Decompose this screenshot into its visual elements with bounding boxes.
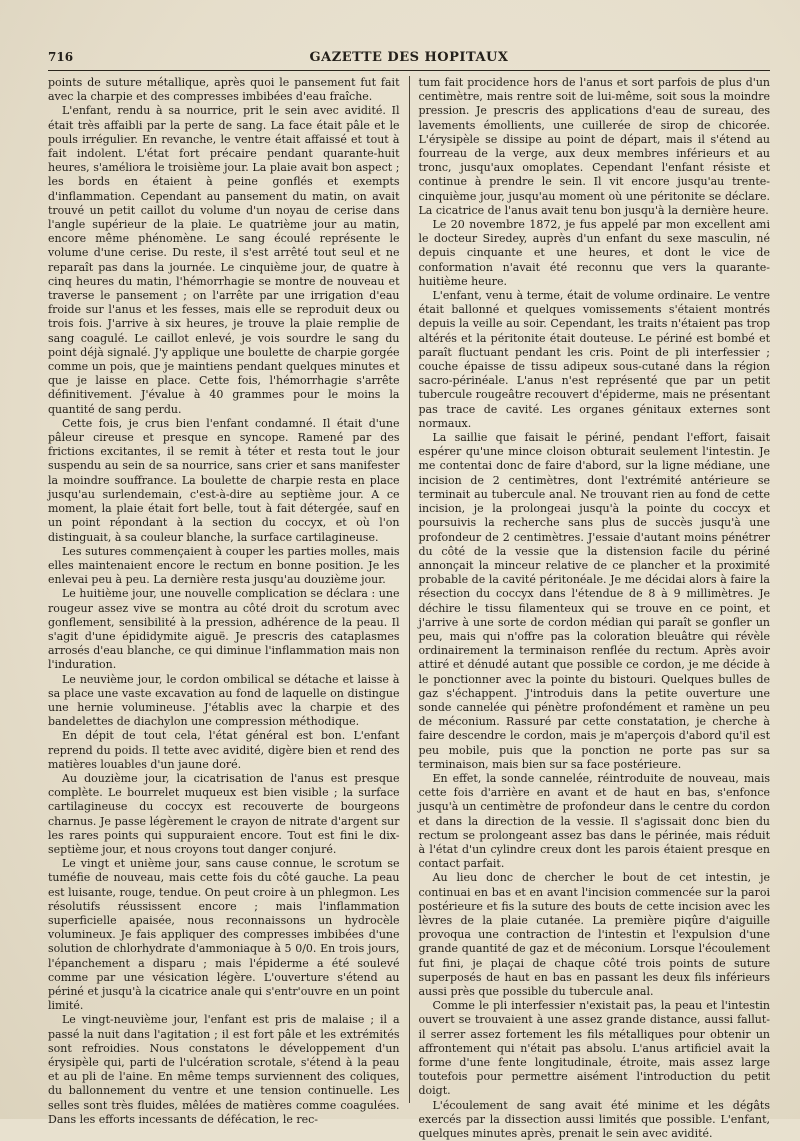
paragraph: L'enfant, rendu à sa nourrice, prit le sein avec avidité. Il était très affaibli par la perte de sang. La face était pâle et le pouls irrégulier. En revanche, le ventre était affaissé et tout à fait indolent. L'état fort précaire pendant quarante-huit heures, s'améliora le troisième jour. La plaie avait bon aspect ; les bords en étaient à peine gonflés et exempts d'inflammation. Cependant au pansement du matin, on avait trouvé un petit caillot du volume d'un noyau de cerise dans l'angle supérieur de la plaie. Le quatrième jour au matin, encore même phénomène. Le sang écoulé représente le volume d'une cerise. Du reste, il s'est arrêté tout seul et ne reparaît pas dans la journée. Le cinquième jour, de quatre à cinq heures du matin, l'hémorrhagie se montre de nouveau et traverse le pansement ; on l'arrête par une irrigation d'eau froide sur l'anus et les fesses, mais elle se reproduit deux ou trois fois. J'arrive à six heures, je trouve la plaie remplie de sang coagulé. Le caillot enlevé, je vois sourdre le sang du point déjà signalé. J'y applique une boulette de charpie gorgée comme un pois, que je maintiens pendant quelques minutes et que je laisse en place. Cette fois, l'hémorrhagie s'arrête définitivement. J'évalue à 40 grammes pour le moins la quantité de sang perdu. (48, 104, 400, 416)
paragraph: Cette fois, je crus bien l'enfant condamné. Il était d'une pâleur cireuse et presque en syncope. Ramené par des frictions excitantes, il se remit à téter et resta tout le jour suspendu au sein de sa nourrice, sans crier et sans manifester la moindre souffrance. La boulette de charpie resta en place jusqu'au surlendemain, c'est-à-dire au septième jour. A ce moment, la plaie était fort belle, tout à fait détergée, sauf en un point répondant à la section du coccyx, et où l'on distinguait, à sa couleur blanche, la surface cartilagineuse. (48, 416, 400, 544)
paragraph: Le 20 novembre 1872, je fus appelé par mon excellent ami le docteur Siredey, auprès d'un enfant du sexe masculin, né depuis cinquante et une heures, et dont le vice de conformation n'avait été reconnu que vers la quarante-huitième heure. (418, 218, 770, 288)
paragraph: L'écoulement de sang avait été minime et les dégâts exercés par la dissection aussi limités que possible. L'enfant, quelques minutes après, prenait le sein avec avidité. (418, 1098, 770, 1141)
paragraph: La saillie que faisait le périné, pendant l'effort, faisait espérer qu'une mince cloison obturait seulement l'intestin. Je me contentai donc de faire d'abord, sur la ligne médiane, une incision de 2 centimètres, dont l'extrémité antérieure se terminait au tubercule anal. Ne trouvant rien au fond de cette incision, je la prolongeai jusqu'à la pointe du coccyx et poursuivis la recherche sans plus de succès jusqu'à une profondeur de 2 centimètres. J'essaie d'autant moins pénétrer du côté de la vessie que la distension facile du périné annonçait la minceur relative de ce plancher et la proximité probable de la cavité péritonéale. Je me décidai alors à faire la résection du coccyx dans l'étendue de 8 à 9 millimètres. Je déchire le tissu filamenteux qui se trouve en ce point, et j'arrive à une sorte de cordon médian qui paraît se gonfler un peu, mais qui n'offre pas la coloration bleuâtre qui révèle ordinairement la terminaison renflée du rectum. Après avoir attiré et dénudé autant que possible ce cordon, je me décide à le ponctionner avec la pointe du bistouri. Quelques bulles de gaz s'échappent. J'introduis dans la petite ouverture une sonde cannelée qui pénètre profondément et ramène un peu de méconium. Rassuré par cette constatation, je cherche à faire descendre le cordon, mais je m'aperçois d'abord qu'il est peu mobile, puis que la ponction ne porte pas sur sa terminaison, mais bien sur sa face postérieure. (418, 431, 770, 771)
paragraph: Le huitième jour, une nouvelle complication se déclara : une rougeur assez vive se montra au côté droit du scrotum avec gonflement, sensibilité à la pression, adhérence de la peau. Il s'agit d'une épididymite aiguë. Je prescris des cataplasmes arrosés d'eau blanche, ce qui diminue l'inflammation mais non l'induration. (48, 587, 400, 672)
paragraph: En dépit de tout cela, l'état général est bon. L'enfant reprend du poids. Il tette avec avidité, digère bien et rend des matières louables d'un jaune doré. (48, 729, 400, 771)
paragraph: L'enfant, venu à terme, était de volume ordinaire. Le ventre était ballonné et quelques vomissements s'étaient montrés depuis la veille au soir. Cependant, les traits n'étaient pas trop altérés et la péritonite était douteuse. Le périné est bombé et paraît fluctuant pendant les cris. Point de pli interfessier ; couche épaisse de tissu adipeux sous-cutané dans la région sacro-périnéale. L'anus n'est représenté que par un petit tubercule rougeâtre recouvert d'épiderme, mais ne présentant pas trace de cavité. Les organes génitaux externes sont normaux. (418, 289, 770, 430)
paragraph: Le neuvième jour, le cordon ombilical se détache et laisse à sa place une vaste excavation au fond de laquelle on distingue une hernie volumineuse. J'établis avec la charpie et des bandelettes de diachylon une compression méthodique. (48, 672, 400, 729)
paragraph: Le vingt et unième jour, sans cause connue, le scrotum se tuméfie de nouveau, mais cette fois du côté gauche. La peau est luisante, rouge, tendue. On peut croire à un phlegmon. Les résolutifs réussissent encore ; mais l'inflammation superficielle apaisée, nous reconnaissons un hydrocèle volumineux. Je fais appliquer des compresses imbibées d'une solution de chlorhydrate d'ammoniaque à 5 0/0. En trois jours, l'épanchement a disparu ; mais l'épiderme a été soulevé comme par une vésication légère. L'ouverture s'étend au périné et jusqu'à la cicatrice anale qui s'entr'ouvre en un point limité. (48, 857, 400, 1013)
paragraph: Les sutures commençaient à couper les parties molles, mais elles maintenaient encore le rectum en bonne position. Je les enlevai peu à peu. La dernière resta jusqu'au douzième jour. (48, 544, 400, 587)
paragraph: Au douzième jour, la cicatrisation de l'anus est presque complète. Le bourrelet muqueux est bien visible ; la surface cartilagineuse du coccyx est recouverte de bourgeons charnus. Je passe légèrement le crayon de nitrate d'argent sur les rares points qui suppuraient encore. Tout est fini le dix-septième jour, et nous croyons tout danger conjuré. (48, 771, 400, 856)
paragraph: En effet, la sonde cannelée, réintroduite de nouveau, mais cette fois d'arrière en avant et de haut en bas, s'enfonce jusqu'à un centimètre de profondeur dans le centre du cordon et dans la direction de la vessie. Il s'agissait donc bien du rectum se prolongeant assez bas dans le périnée, mais réduit à l'état d'un cylindre creux dont les parois étaient presque en contact parfait. (418, 771, 770, 871)
header-rule (48, 70, 770, 71)
page-number: 716 (48, 50, 74, 64)
paragraph: Au lieu donc de chercher le bout de cet intestin, je continuai en bas et en avant l'incision commencée sur la paroi postérieure et fis la suture des bouts de cette incision avec les lèvres de la plaie cutanée. La première piqûre d'aiguille provoqua une contraction de l'intestin et l'expulsion d'une grande quantité de gaz et de méconium. Lorsque l'écoulement fut fini, je plaçai de chaque côté trois points de suture superposés de haut en bas en passant les deux fils inférieurs aussi près que possible du tubercule anal. (418, 871, 770, 998)
paragraph: points de suture métallique, après quoi le pansement fut fait avec la charpie et des compresses imbibées d'eau fraîche. (48, 76, 400, 104)
paragraph: Le vingt-neuvième jour, l'enfant est pris de malaise ; il a passé la nuit dans l'agitation ; il est fort pâle et les extrémités sont refroidies. Nous constatons le développement d'un érysipèle qui, parti de l'ulcération scrotale, s'étend à la peau et au pli de l'aine. En même temps surviennent des coliques, du ballonnement du ventre et une tension continuelle. Les selles sont très fluides, mêlées de matières comme coagulées. Dans les efforts incessants de défécation, le rec- (48, 1013, 400, 1126)
text-columns (48, 76, 770, 1141)
left-column (48, 76, 409, 1126)
journal-title: GAZETTE DES HOPITAUX (309, 49, 509, 65)
paragraph: Comme le pli interfessier n'existait pas, la peau et l'intestin ouvert se trouvaient à une assez grande distance, aussi fallut-il serrer assez fortement les fils métalliques pour obtenir un affrontement qui n'était pas absolu. L'anus artificiel avait la forme d'une fente longitudinale, étroite, mais assez large toutefois pour permettre aisément l'introduction du petit doigt. (418, 999, 770, 1098)
paragraph: tum fait procidence hors de l'anus et sort parfois de plus d'un centimètre, mais rentre soit de lui-même, soit sous la moindre pression. Je prescris des applications d'eau de sureau, des lavements émollients, une cuillerée de sirop de chicorée. L'érysipèle se dissipe au point de départ, mais il s'étend au fourreau de la verge, aux deux membres inférieurs et au tronc, jusqu'aux omoplates. Cependant l'enfant résiste et continue à prendre le sein. Il vit encore jusqu'au trente-cinquième jour, jusqu'au moment où une péritonite se déclare. La cicatrice de l'anus avait tenu bon jusqu'à la dernière heure. (418, 76, 770, 217)
right-column (409, 76, 771, 1141)
running-head (48, 46, 770, 68)
